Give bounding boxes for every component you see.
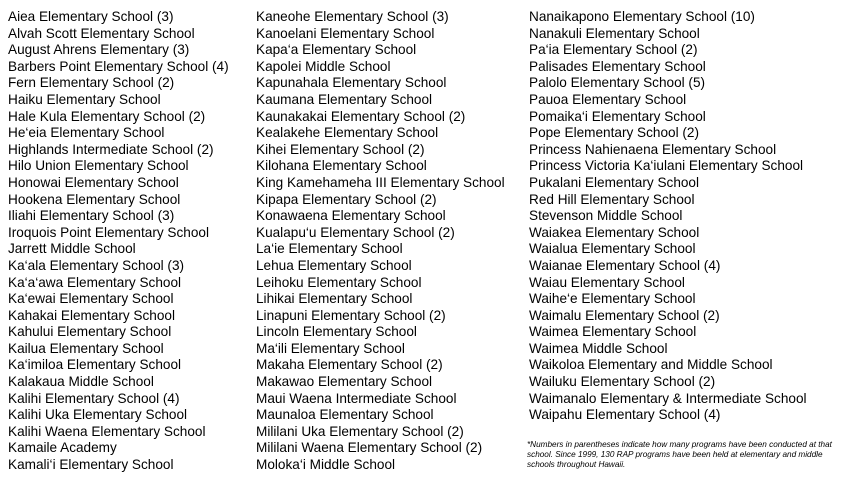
school-list-item: La‘ie Elementary School [256, 241, 403, 257]
school-list-item: Ma‘ili Elementary School [256, 340, 405, 356]
school-list-item: Kalakaua Middle School [8, 374, 154, 390]
school-list-item: Lihikai Elementary School [256, 291, 413, 307]
school-list-item: Honowai Elementary School [8, 174, 179, 190]
school-list-item: Haiku Elementary School [8, 91, 161, 107]
school-list-item: Kamali‘i Elementary School [8, 457, 174, 473]
school-list-item: Wailuku Elementary School (2) [529, 374, 716, 390]
school-list-item: Pope Elementary School (2) [529, 125, 700, 141]
school-list-item: Waiau Elementary School [529, 274, 685, 290]
school-list-item: Stevenson Middle School [529, 208, 683, 224]
school-list-item: Ka‘a‘awa Elementary School [8, 274, 182, 290]
school-list-item: Kipapa Elementary School (2) [256, 191, 437, 207]
school-list-column-1 [8, 9, 229, 474]
school-list-item: Aiea Elementary School (3) [8, 9, 174, 24]
school-list-item: Leihoku Elementary School [256, 274, 422, 290]
school-list-item: Iroquois Point Elementary School [8, 224, 209, 240]
school-list-item: Waipahu Elementary School (4) [529, 407, 721, 423]
school-list-item: He‘eia Elementary School [8, 125, 165, 141]
school-list-item: King Kamehameha III Elementary School [256, 174, 505, 190]
school-list-item: Makaha Elementary School (2) [256, 357, 443, 373]
school-list-item: Ka‘imiloa Elementary School [8, 357, 182, 373]
school-list-item: Linapuni Elementary School (2) [256, 307, 446, 323]
school-list-item: Kamaile Academy [8, 440, 117, 456]
footnote: *Numbers in parentheses indicate how many programs have been conducted at that school. Since 1999, 130 RAP programs have been held at elementary and middle schools throughout Hawaii. [527, 440, 832, 469]
school-list-item: Red Hill Elementary School [529, 191, 695, 207]
school-list-item: Kalihi Elementary School (4) [8, 390, 180, 406]
school-list-column-3 [529, 9, 807, 424]
school-list-item: Waihe‘e Elementary School [529, 291, 696, 307]
school-list-item: Pukalani Elementary School [529, 174, 700, 190]
school-list-item: Kapunahala Elementary School [256, 75, 447, 91]
school-list-item: Kalihi Uka Elementary School [8, 407, 188, 423]
school-list-item: Kilohana Elementary School [256, 158, 427, 174]
school-list-item: Fern Elementary School (2) [8, 75, 175, 91]
school-list-item: Barbers Point Elementary School (4) [8, 58, 229, 74]
school-list-item: Princess Nahienaena Elementary School [529, 141, 777, 157]
school-list-item: Pauoa Elementary School [529, 91, 687, 107]
school-list-item: Hookena Elementary School [8, 191, 181, 207]
school-list-item: Nanaikapono Elementary School (10) [529, 9, 755, 24]
school-list-item: Kapolei Middle School [256, 58, 391, 74]
school-list-item: Highlands Intermediate School (2) [8, 141, 214, 157]
school-list-item: Hilo Union Elementary School [8, 158, 189, 174]
school-list-item: Pomaika‘i Elementary School [529, 108, 706, 124]
school-list-item: Waimalu Elementary School (2) [529, 307, 720, 323]
school-list-item: Moloka‘i Middle School [256, 457, 396, 473]
school-list-item: Kanoelani Elementary School [256, 25, 435, 41]
school-list-item: Nanakuli Elementary School [529, 25, 700, 41]
school-list-item: Kailua Elementary School [8, 340, 164, 356]
school-list-item: Jarrett Middle School [8, 241, 136, 257]
school-list-item: Palolo Elementary School (5) [529, 75, 706, 91]
school-list-item: Waialua Elementary School [529, 241, 696, 257]
school-list-item: Waikoloa Elementary and Middle School [529, 357, 773, 373]
school-list-item: Ka‘ala Elementary School (3) [8, 257, 185, 273]
school-list-item: Waimanalo Elementary & Intermediate School [529, 390, 807, 406]
school-list-item: Maui Waena Intermediate School [256, 390, 457, 406]
school-list-item: Kaumana Elementary School [256, 91, 433, 107]
school-list-item: Konawaena Elementary School [256, 208, 446, 224]
school-list-item: Princess Victoria Ka‘iulani Elementary School [529, 158, 804, 174]
school-list-item: Iliahi Elementary School (3) [8, 208, 175, 224]
school-list-item: Kaunakakai Elementary School (2) [256, 108, 466, 124]
school-list-item: Waimea Middle School [529, 340, 668, 356]
school-list-column-2 [256, 9, 505, 474]
school-list-item: Kahului Elementary School [8, 324, 172, 340]
school-list-item: Maunaloa Elementary School [256, 407, 434, 423]
school-list-item: Pa‘ia Elementary School (2) [529, 42, 698, 58]
school-list-item: Kaneohe Elementary School (3) [256, 9, 449, 24]
school-list-item: Lincoln Elementary School [256, 324, 417, 340]
school-list-item: Palisades Elementary School [529, 58, 706, 74]
school-list-item: Lehua Elementary School [256, 257, 412, 273]
school-list-item: Kealakehe Elementary School [256, 125, 439, 141]
school-list-item: Mililani Uka Elementary School (2) [256, 423, 464, 439]
school-list-item: Kapa‘a Elementary School [256, 42, 417, 58]
school-list-item: August Ahrens Elementary (3) [8, 42, 190, 58]
school-list-item: Waimea Elementary School [529, 324, 697, 340]
school-list-item: Mililani Waena Elementary School (2) [256, 440, 483, 456]
school-list-item: Makawao Elementary School [256, 374, 433, 390]
school-list-item: Ka‘ewai Elementary School [8, 291, 174, 307]
school-list-item: Hale Kula Elementary School (2) [8, 108, 206, 124]
school-list-item: Alvah Scott Elementary School [8, 25, 195, 41]
school-list-item: Kualapu‘u Elementary School (2) [256, 224, 455, 240]
school-list-item: Kalihi Waena Elementary School [8, 423, 206, 439]
school-list-item: Kihei Elementary School (2) [256, 141, 425, 157]
school-list-item: Kahakai Elementary School [8, 307, 175, 323]
school-list-item: Waiakea Elementary School [529, 224, 700, 240]
school-list-item: Waianae Elementary School (4) [529, 257, 721, 273]
